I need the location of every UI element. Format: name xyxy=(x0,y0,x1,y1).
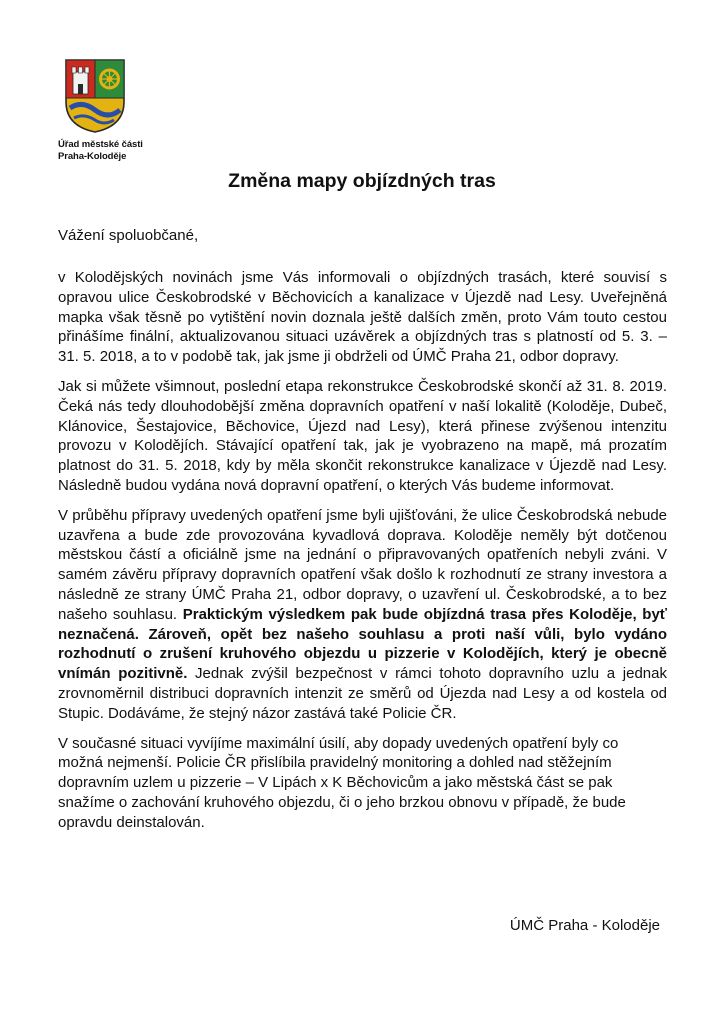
office-name-line1: Úřad městské části xyxy=(58,139,143,150)
paragraph-3 xyxy=(58,506,667,724)
salutation: Vážení spoluobčané, xyxy=(58,227,199,244)
paragraph-1: v Kolodějských novinách jsme Vás informovali o objízdných trasách, které souvisí s opravou ulice Českobrodské v Běchovicích a kanalizace v Újezdě nad Lesy. Uveřejněná mapka však těsně po vytištění novin doznala ještě dalších změn, proto Vám touto cestou přinášíme finální, aktualizovanou situaci uzávěrek a objízdných tras s platností od 5. 3. – 31. 5. 2018, a to v podobě tak, jak jsme ji obdrželi od ÚMČ Praha 21, odbor dopravy. xyxy=(58,269,667,366)
office-name xyxy=(58,139,143,163)
signature: ÚMČ Praha - Koloděje xyxy=(509,917,660,934)
document-body xyxy=(58,268,667,843)
document-title: Změna mapy objízdných tras xyxy=(228,170,496,192)
paragraph-3-outro: Jednak zvýšil bezpečnost v rámci tohoto dopravního uzlu a jednak zrovnoměrnil distribuci dopravních intenzit ze směrů od Újezda nad Lesy a od kostela od Stupic. Dodáváme, že stejný názor zastává také Policie ČR. xyxy=(58,665,667,722)
office-name-line2: Praha-Koloděje xyxy=(58,151,127,162)
paragraph-4: V současné situaci vyvíjíme maximální úsilí, aby dopady uvedených opatření byly co možná nejmenší. Policie ČR přislíbila pravidelný monitoring a dohled nad stěžejním dopravním uzlem u pizzerie – V Lipách x K Běchovicům a jako městská část se pak snažíme o zachování kruhového objezdu, či o jeho brzkou obnovu v případě, že bude opravdu deinstalován. xyxy=(58,734,626,831)
paragraph-3-intro: V průběhu přípravy uvedených opatření jsme byli ujišťováni, že ulice Českobrodská nebude uzavřena a bude zde provozována kyvadlová doprava. Koloděje neměly být dotčenou městskou částí a oficiálně jsme na jednání o připravovaných opatřeních nebyli zváni. V samém závěru přípravy dopravních opatření však došlo k rozhodnutí ze strany investora a následně ze strany ÚMČ Praha 21, odbor dopravy, o uzavření ul. Českobrodské, a to bez našeho souhlasu. xyxy=(58,506,667,623)
paragraph-2: Jak si můžete všimnout, poslední etapa rekonstrukce Českobrodské skončí až 31. 8. 2019. Čeká nás tedy dlouhodobější změna dopravních opatření v naší lokalitě (Koloděje, Dubeč, Klánovice, Šestajovice, Běchovice, Újezd nad Lesy), která přinese zvýšenou intenzitu provozu v Kolodějích. Stávající opatření tak, jak je vyobrazeno na mapě, má prozatím platnost do 31. 5. 2018, kdy by měla skončit rekonstrukce kanalizace v Újezdě nad Lesy. Následně budou vydána nová dopravní opatření, o kterých Vás budeme informovat. xyxy=(58,377,667,494)
paragraph-3-bold: Praktickým výsledkem pak bude objízdná trasa přes Koloděje, byť neznačená. Zároveň, opět bez našeho souhlasu a proti naší vůli, bylo vydáno rozhodnutí o zrušení kruhového objezdu u pizzerie v Kolodějích, který je obecně vnímán pozitivně. xyxy=(58,605,667,683)
coat-of-arms-icon xyxy=(64,58,126,134)
